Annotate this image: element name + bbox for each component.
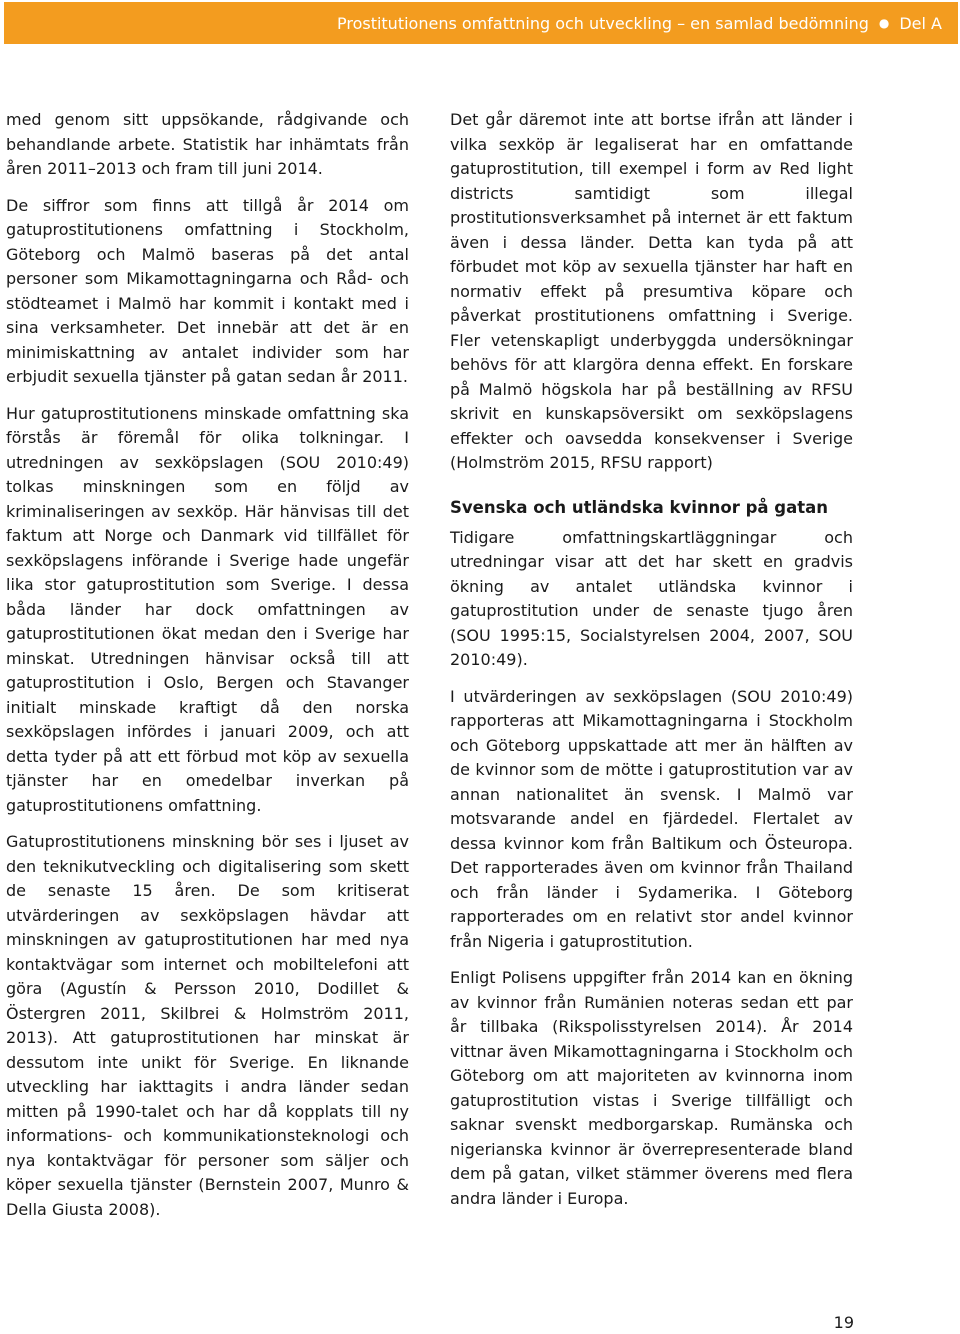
paragraph: Det går däremot inte att bortse ifrån att länder i vilka sexköp är legaliserat har en omfattande gatuprostitution, till exempel i form av Red light districts samtidigt som illegal prostitutionsverksamhet på internet är ett faktum även i dessa länder. Detta kan tyda på att förbudet mot köp av sexuella tjänster har haft en normativ effekt på presumtiva köpare och påverkat prostitutionens omfattning i Sverige. Fler vetenskapligt underbyggda undersökningar behövs för att klargöra denna effekt. En forskare på Malmö högskola har på beställning av RFSU skrivit en kunskapsöversikt om sexköpslagens effekter och oavsedda konsekvenser i Sverige (Holmström 2015, RFSU rapport) bbox=[450, 110, 853, 472]
paragraph: Hur gatuprostitutionens minskade omfattning ska förstås är föremål för olika tolkningar. I utredningen av sexköpslagen (SOU 2010:49) tolkas minskningen som en följd av kriminaliseringen av sexköp. Här hänvisas till det faktum att Norge och Danmark vid tillfället för sexköpslagens införande i Sverige hade ungefär lika stor gatuprostitution som Sverige. I dessa båda länder har dock omfattningen av gatuprostitutionen ökat medan den i Sverige har minskat. Utredningen hänvisar också till att gatuprostitution i Oslo, Bergen och Stavanger initialt minskade kraftigt då den norska sexköpslagen infördes i januari 2009, och att detta tyder på att ett förbud mot köp av sexuella tjänster har en omedelbar inverkan på gatuprostitutionens omfattning. bbox=[6, 403, 409, 815]
paragraph: med genom sitt uppsökande, rådgivande och behandlande arbete. Statistik har inhämtats från åren 2011–2013 och fram till juni 2014. bbox=[6, 110, 409, 178]
paragraph: Tidigare omfattningskartläggningar och utredningar visar att det har skett en gradvis ökning av antalet utländska kvinnor i gatuprostitution under de senaste tjugo åren (SOU 1995:15, Socialstyrelsen 2004, 2007, SOU 2010:49). bbox=[450, 527, 853, 669]
paragraph: Gatuprostitutionens minskning bör ses i ljuset av den teknikutveckling och digitalisering som skett de senaste 15 åren. De som kritiserat utvärderingen av sexköpslagen hävdar att minskningen av gatuprostitutionen har med nya kontaktvägar som internet och mobiltelefoni att göra (Agustín & Persson 2010, Dodillet & Östergren 2011, Skilbrei & Holmström 2011, 2013). Att gatuprostitutionen har minskat är dessutom inte unikt för Sverige. En liknande utveckling har iakttagits i andra länder sedan mitten på 1990-talet och har då kopplats till ny informations- och kommunikationsteknologi och nya kontaktvägar för personer som säljer och köper sexuella tjänster (Bernstein 2007, Munro & Della Giusta 2008). bbox=[6, 832, 409, 1219]
header-part: Del A bbox=[899, 13, 942, 33]
paragraph: I utvärderingen av sexköpslagen (SOU 2010:49) rapporteras att Mikamottagningarna i Stockholm och Göteborg uppskattade att mer än hälften av de kvinnor som de mötte i gatuprostitution var av annan nationalitet än svensk. I Malmö var motsvarande andel en fjärdedel. Flertalet av dessa kvinnor kom från Baltikum och Östeuropa. Det rapporterades även om kvinnor från Thailand och från länder i Sydamerika. I Göteborg rapporterades om en relativt stor andel kvinnor från Nigeria i gatuprostitution. bbox=[450, 686, 853, 951]
running-header bbox=[4, 2, 958, 44]
right-column bbox=[450, 108, 853, 1223]
bullet-separator: ● bbox=[878, 16, 890, 30]
paragraph: Enligt Polisens uppgifter från 2014 kan en ökning av kvinnor från Rumänien noteras sedan ett par år tillbaka (Rikspolisstyrelsen 2014). År 2014 vittnar även Mikamottagningarna i Stockholm och Göteborg om att majoriteten av kvinnorna inom gatuprostitution vistas i Sverige tillfälligt och saknar svenskt medborgarskap. Rumänska och nigerianska kvinnor är överrepresenterade bland dem på gatan, vilket stämmer överens med flera andra länder i Europa. bbox=[450, 968, 853, 1208]
page-number: 19 bbox=[833, 1313, 854, 1332]
header-title: Prostitutionens omfattning och utveckling – en samlad bedömning bbox=[336, 13, 869, 33]
paragraph: De siffror som finns att tillgå år 2014 om gatuprostitutionens omfattning i Stockholm, Göteborg och Malmö baseras på det antal personer som Mikamottagningarna och Råd- och stödteamet i Malmö har kommit i kontakt med i sina verksamheter. Det innebär att det är en minimiskattning av antalet individer som har erbjudit sexuella tjänster på gatan sedan år 2011. bbox=[6, 195, 409, 386]
left-column bbox=[6, 108, 409, 1234]
section-heading: Svenska och utländska kvinnor på gatan bbox=[450, 497, 829, 517]
